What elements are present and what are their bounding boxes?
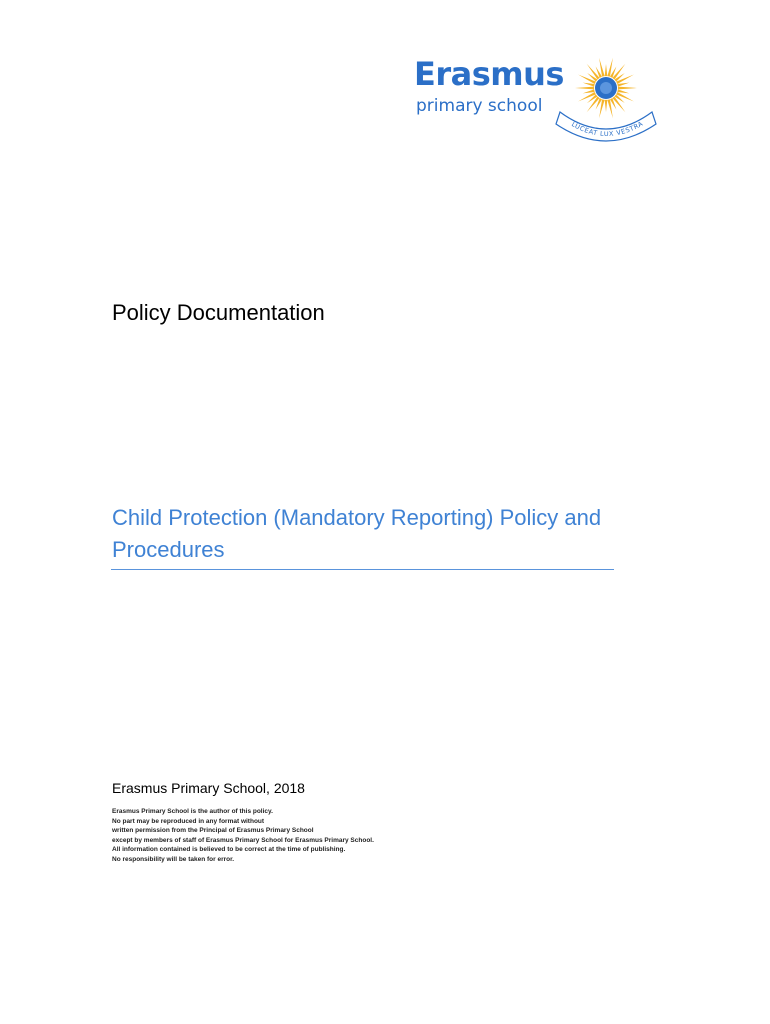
disclaimer-line: Erasmus Primary School is the author of this policy. bbox=[112, 808, 273, 815]
disclaimer-line: except by members of staff of Erasmus Primary School for Erasmus Primary School. bbox=[112, 836, 374, 844]
sun-ray bbox=[616, 92, 634, 101]
logo-motto: LUCEAT LUX VESTRA bbox=[570, 119, 645, 139]
sun-ray bbox=[583, 83, 595, 87]
sun-ray bbox=[583, 89, 595, 93]
sun-ray bbox=[575, 87, 594, 90]
sun-ray bbox=[605, 64, 608, 76]
title-underline bbox=[111, 569, 614, 570]
school-logo bbox=[414, 54, 659, 144]
disclaimer bbox=[112, 807, 532, 864]
sun-emblem-icon bbox=[554, 50, 658, 146]
document-category: Policy Documentation bbox=[112, 300, 325, 325]
sun-ray bbox=[618, 87, 637, 90]
disclaimer-line: No responsibility will be taken for error. bbox=[112, 855, 235, 863]
disclaimer-line: written permission from the Principal of Erasmus Primary School bbox=[112, 827, 314, 834]
sun-ray bbox=[617, 83, 629, 87]
sun-center-inner bbox=[600, 82, 612, 94]
document-title: Child Protection (Mandatory Reporting) Policy and Procedures bbox=[112, 505, 602, 562]
disclaimer-line: All information contained is believed to be correct at the time of publishing. bbox=[112, 846, 346, 853]
sun-ray bbox=[578, 75, 596, 84]
logo-name: Erasmus bbox=[414, 55, 564, 93]
disclaimer-line: No part may be reproduced in any format without bbox=[112, 817, 265, 825]
sun-ray bbox=[578, 92, 596, 101]
author-line: Erasmus Primary School, 2018 bbox=[112, 780, 305, 796]
sun-ray bbox=[617, 89, 629, 93]
logo-subtitle: primary school bbox=[416, 96, 543, 116]
sun-ray bbox=[616, 75, 634, 84]
sun-ray bbox=[605, 100, 608, 112]
